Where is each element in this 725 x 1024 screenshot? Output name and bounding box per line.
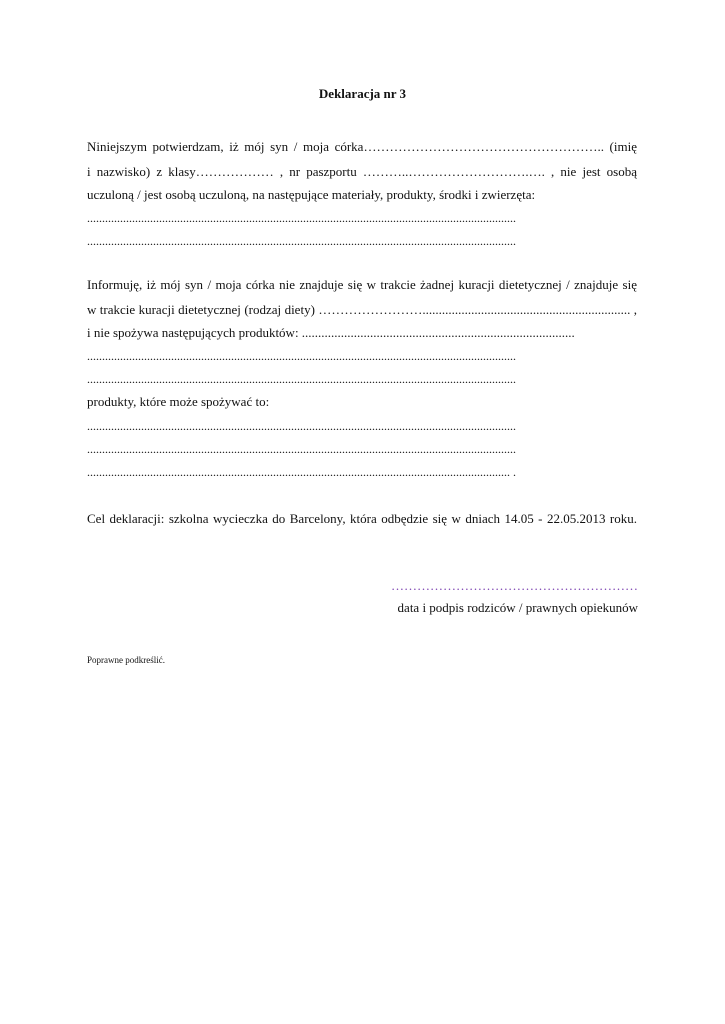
para1-line1: Niniejszym potwierdzam, iż mój syn / moja córka……………………………………………….. (imię bbox=[87, 139, 637, 154]
document-title: Deklaracja nr 3 bbox=[318, 86, 407, 101]
para1-line3: uczuloną / jest osobą uczuloną, na następujące materiały, produkty, środki i zwierzęta: bbox=[87, 187, 536, 202]
allowed-products-fill-line-2: ............................................................................................................................................... bbox=[87, 442, 516, 456]
allowed-products-fill-line-3: ............................................................................................................................................. . bbox=[87, 465, 516, 479]
para2-line1: Informuję, iż mój syn / moja córka nie znajduje się w trakcie żadnej kuracji dietetycznej / znajduje się bbox=[87, 277, 637, 292]
footnote: Poprawne podkreślić. bbox=[87, 655, 165, 665]
para2-line2: w trakcie kuracji dietetycznej (rodzaj diety) ……………………................................................................ , bbox=[87, 302, 637, 317]
para1-line2: i nazwisko) z klasy……………… , nr paszportu ………..……………………….…. , nie jest osobą bbox=[87, 164, 637, 179]
allergy-fill-line-2: ............................................................................................................................................... bbox=[87, 234, 516, 248]
allowed-products-fill-line-1: ............................................................................................................................................... bbox=[87, 419, 516, 433]
para2-line3: i nie spożywa następujących produktów: .................................................................................... bbox=[87, 325, 575, 340]
excluded-products-fill-line-1: ............................................................................................................................................... bbox=[87, 349, 516, 363]
allowed-products-label: produkty, które może spożywać to: bbox=[87, 394, 270, 409]
signature-label: data i podpis rodziców / prawnych opiekunów bbox=[397, 600, 638, 615]
allergy-fill-line-1: ............................................................................................................................................... bbox=[87, 211, 516, 225]
signature-fill-line: ………………………………………………… bbox=[391, 578, 638, 593]
excluded-products-fill-line-2: ............................................................................................................................................... bbox=[87, 372, 516, 386]
purpose-statement: Cel deklaracji: szkolna wycieczka do Barcelony, która odbędzie się w dniach 14.05 - 22.05.2013 roku. bbox=[87, 511, 637, 526]
